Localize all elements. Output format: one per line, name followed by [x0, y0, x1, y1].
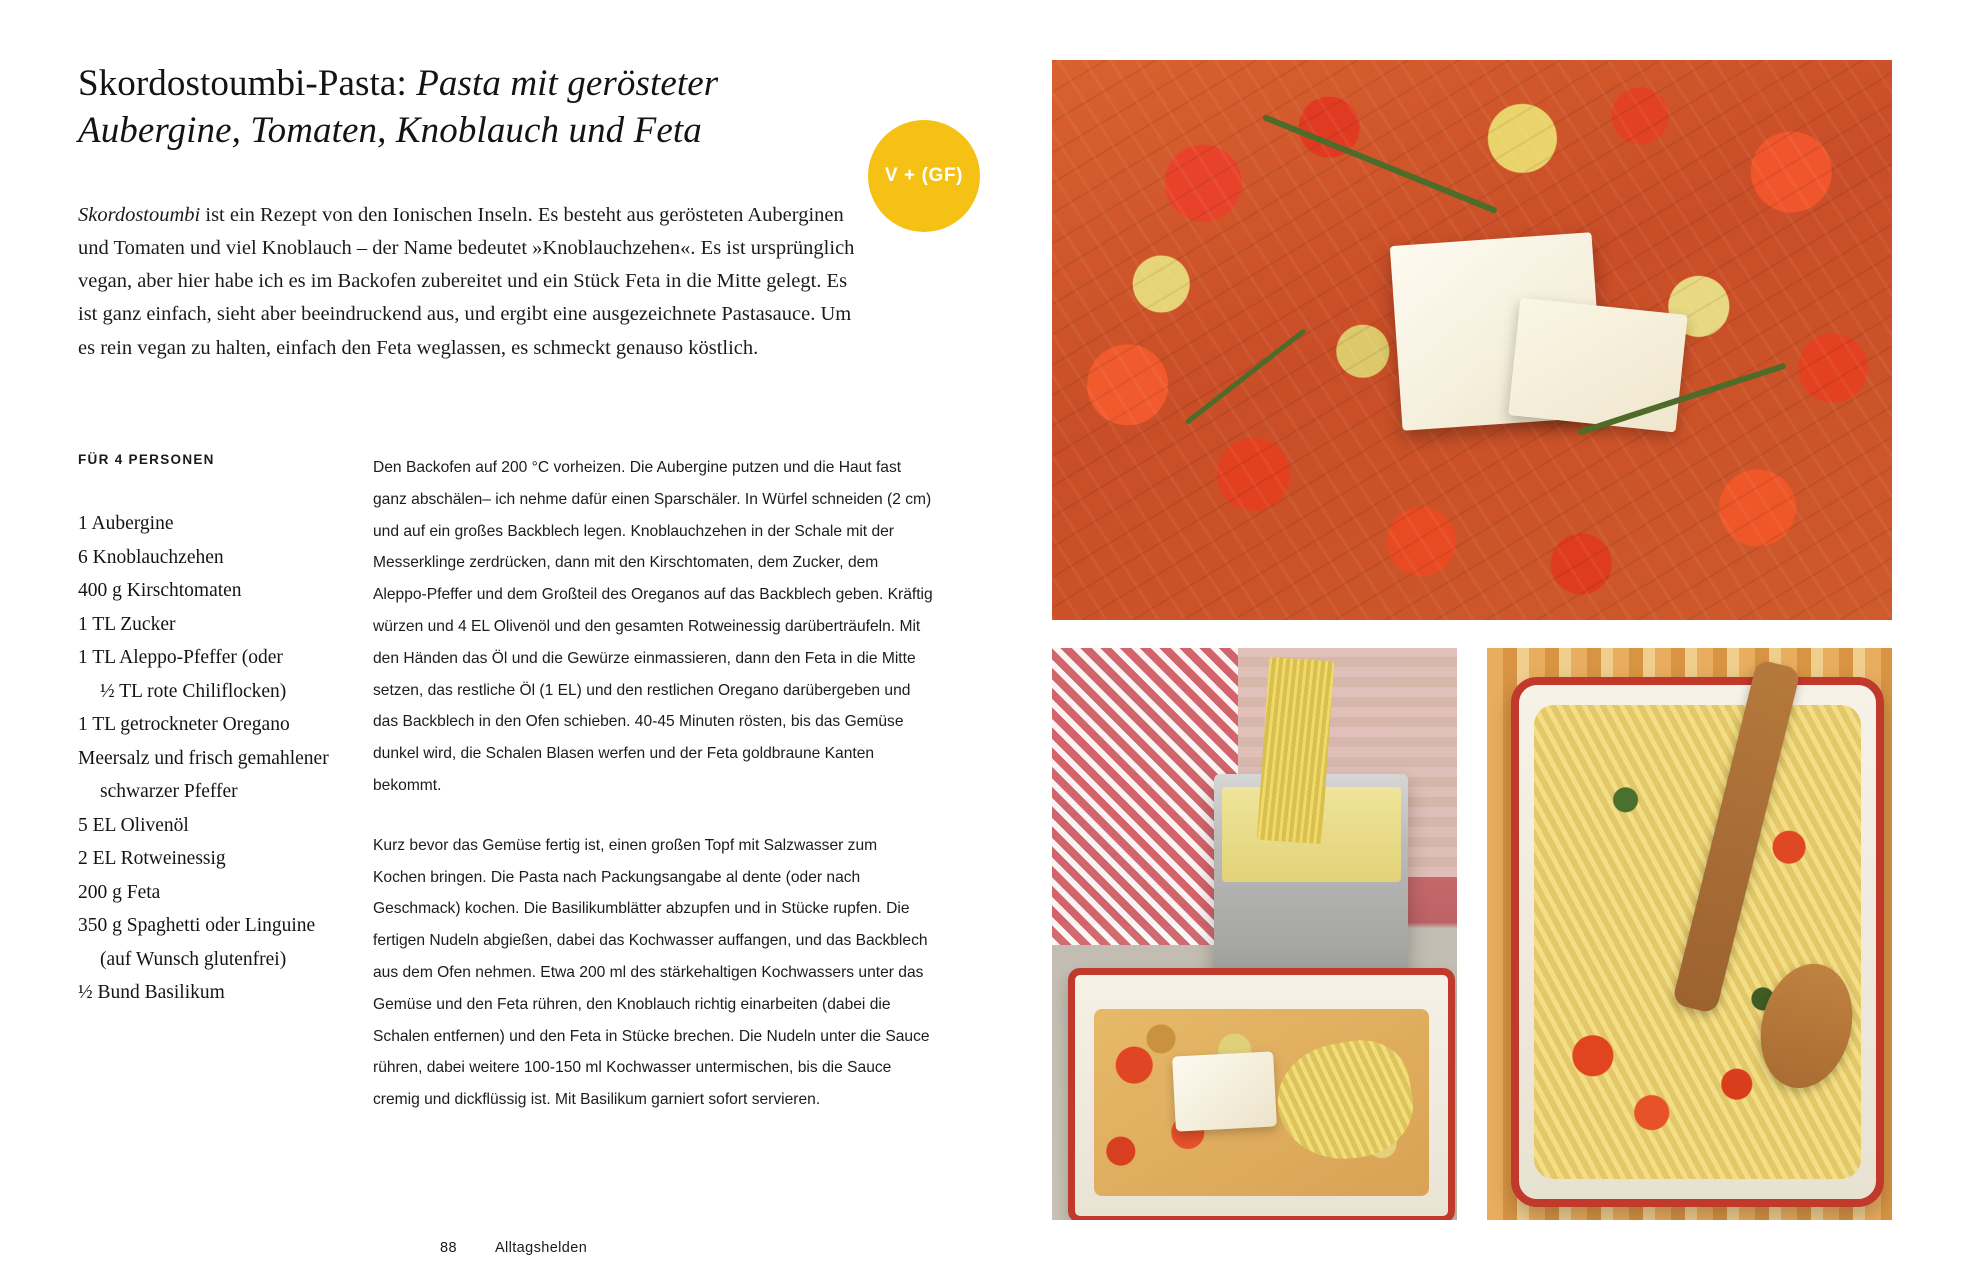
list-item: 2 EL Rotweinessig — [78, 848, 226, 870]
feta-block-secondary — [1508, 298, 1687, 433]
intro-paragraph — [78, 199, 858, 365]
intro-lead-italic: Skordostoumbi — [78, 203, 201, 226]
patterned-cloth — [1052, 648, 1238, 945]
list-item: 6 Knoblauchzehen — [78, 546, 224, 568]
servings-heading: FÜR 4 PERSONEN — [78, 452, 215, 467]
recipe-columns — [78, 452, 948, 1144]
method-column — [373, 452, 933, 1144]
title-italic: Pasta mit gerösteter Aubergine, Tomaten, Knoblauch und Feta — [78, 63, 719, 152]
lifted-spaghetti — [1256, 657, 1333, 844]
list-item: 350 g Spaghetti oder Linguine — [78, 915, 316, 937]
list-item: (auf Wunsch glutenfrei) — [100, 948, 287, 970]
list-item: 1 TL getrockneter Oregano — [78, 714, 290, 736]
title-block — [78, 60, 838, 155]
list-item: 400 g Kirschtomaten — [78, 580, 242, 602]
list-item: 1 Aubergine — [78, 513, 174, 534]
list-item: ½ TL rote Chiliflocken) — [100, 680, 287, 702]
baking-tray — [1068, 968, 1455, 1220]
feta-block — [1172, 1051, 1276, 1131]
page-title — [78, 60, 838, 155]
list-item: 5 EL Olivenöl — [78, 814, 189, 836]
pasta-swirl — [1269, 1032, 1421, 1170]
text-column — [78, 60, 964, 1256]
ingredients-column — [78, 452, 373, 1144]
page-number: 88 — [440, 1240, 457, 1256]
title-roman: Skordostoumbi-Pasta: — [78, 63, 407, 104]
photo-finished-pasta-tray — [1487, 648, 1892, 1220]
status-badge: V + (GF) — [868, 120, 980, 232]
list-item: ½ Bund Basilikum — [78, 982, 225, 1004]
roasted-vegetables — [1094, 1009, 1429, 1196]
chapter-name: Alltagshelden — [494, 1240, 588, 1256]
list-item: 1 TL Aleppo-Pfeffer (oder — [78, 647, 283, 669]
method-paragraph: Kurz bevor das Gemüse fertig ist, einen großen Topf mit Salzwasser zum Kochen bringen. Die Pasta nach Packungsangabe al dente (oder nach Geschmack) kochen. Die Basilikumblätter abzupfen und in Stücke rupfen. Die fertigen Nudeln abgießen, dabei das Kochwasser auffangen, und das Backblech aus dem Ofen nehmen. Etwa 200 ml des stärkehaltigen Kochwassers unter das Gemüse und den Feta rühren, den Knoblauch richtig einarbeiten (dabei die Schalen entfernen) und den Feta in Stücke brechen. Die Nudeln unter die Sauce rühren, dabei weitere 100-150 ml Kochwasser untermischen, bis die Sauce cremig und dickflüssig ist. Mit Basilikum garniert sofort servieren. — [373, 836, 930, 1109]
folio — [440, 1240, 587, 1256]
list-item: schwarzer Pfeffer — [100, 781, 238, 803]
photo-pot-with-pasta — [1052, 648, 1457, 1220]
method-paragraph: Den Backofen auf 200 °C vorheizen. Die Aubergine putzen und die Haut fast ganz abschälen– ich nehme dafür einen Sparschäler. In Würfel schneiden (2 cm) und auf ein großes Backblech legen. Knoblauchzehen in der Schale mit der Messerklinge zerdrücken, dann mit den Kirschtomaten, dem Zucker, dem Aleppo-Pfeffer und dem Großteil des Oreganos auf das Backblech geben. Kräftig würzen und 4 EL Olivenöl und den gesamten Rotweinessig darüberträufeln. Mit den Händen das Öl und die Gewürze einmassieren, dann den Feta in die Mitte setzen, das restliche Öl (1 EL) und den restlichen Oregano darübergeben und das Backblech in den Ofen schieben. 40-45 Minuten rösten, bis das Gemüse dunkel wird, die Schalen Blasen werfen und der Feta goldbraune Kanten bekommt. — [373, 459, 933, 794]
photo-main-tray-bake — [1052, 60, 1892, 620]
list-item: Meersalz und frisch gemahlener — [78, 747, 329, 769]
intro-text: ist ein Rezept von den Ionischen Inseln. Es besteht aus gerösteten Auberginen und Tomaten und viel Knoblauch – der Name bedeutet »Knoblauchzehen«. Es ist ursprünglich vegan, aber hier habe ich es im Backofen zubereitet und ein Stück Feta in die Mitte gelegt. Es ist ganz einfach, sieht aber beeindruckend aus, und ergibt eine ausgezeichnete Pastasauce. Um es rein vegan zu halten, einfach den Feta weglassen, es schmeckt genauso köstlich. — [78, 203, 855, 359]
ingredients-list — [78, 507, 363, 1010]
list-item: 200 g Feta — [78, 881, 161, 903]
list-item: 1 TL Zucker — [78, 613, 176, 635]
